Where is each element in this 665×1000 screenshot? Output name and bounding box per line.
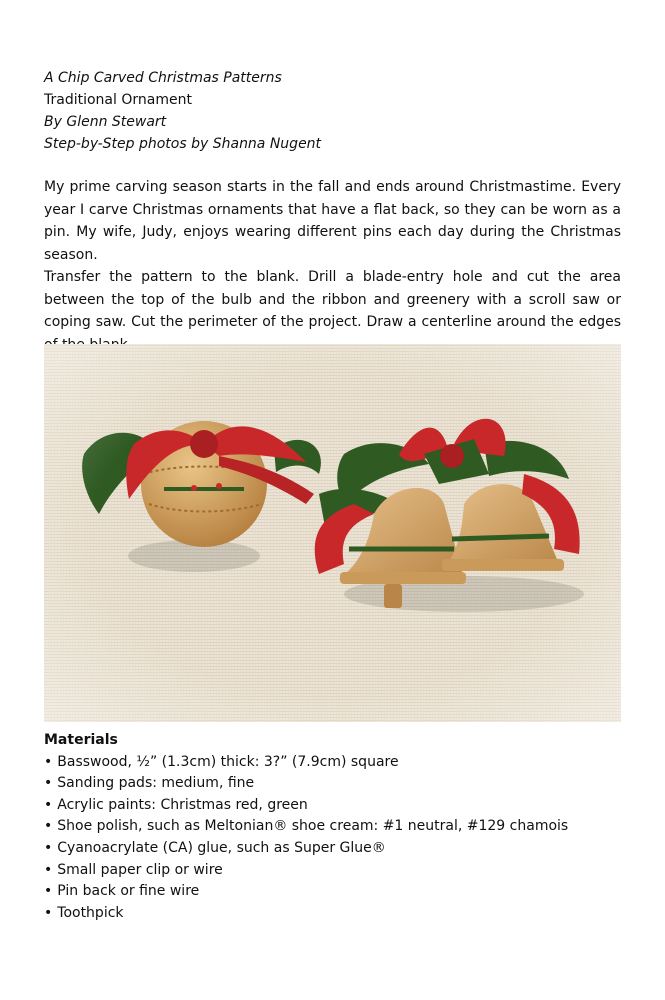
materials-section — [44, 730, 568, 924]
article-title: A Chip Carved Christmas Patterns — [44, 70, 282, 86]
materials-item: • Acrylic paints: Christmas red, green — [44, 795, 568, 817]
intro-paragraph-1: My prime carving season starts in the fall and ends around Christmastime. Every year I carve Christmas ornaments that have a flat back, so they can be worn as a pin. My wife, Judy, enjoys wearing different pins each day during the Christmas season. — [44, 179, 621, 263]
intro-paragraph-2: Transfer the pattern to the blank. Drill a blade-entry hole and cut the area between the top of the bulb and the ribbon and greenery with a scroll saw or coping saw. Cut the perimeter of the project. Draw a centerline around the edges — [44, 269, 621, 330]
materials-item: • Small paper clip or wire — [44, 860, 568, 882]
materials-item: • Pin back or fine wire — [44, 881, 568, 903]
materials-list — [44, 752, 568, 925]
article-author: By Glenn Stewart — [44, 114, 167, 130]
materials-heading: Materials — [44, 732, 118, 748]
materials-item: • Cyanoacrylate (CA) glue, such as Super Glue® — [44, 838, 568, 860]
ornaments-photo — [44, 344, 621, 722]
materials-item: • Sanding pads: medium, fine — [44, 773, 568, 795]
photo-credit: Step-by-Step photos by Shanna Nugent — [44, 136, 322, 152]
article-subtitle: Traditional Ornament — [44, 92, 192, 108]
article-header — [44, 67, 321, 155]
materials-item: • Toothpick — [44, 903, 568, 925]
materials-item: • Basswood, ½” (1.3cm) thick: 3?” (7.9cm) square — [44, 752, 568, 774]
ornaments-illustration — [44, 344, 621, 722]
article-intro — [44, 176, 621, 356]
materials-item: • Shoe polish, such as Meltonian® shoe cream: #1 neutral, #129 chamois — [44, 816, 568, 838]
